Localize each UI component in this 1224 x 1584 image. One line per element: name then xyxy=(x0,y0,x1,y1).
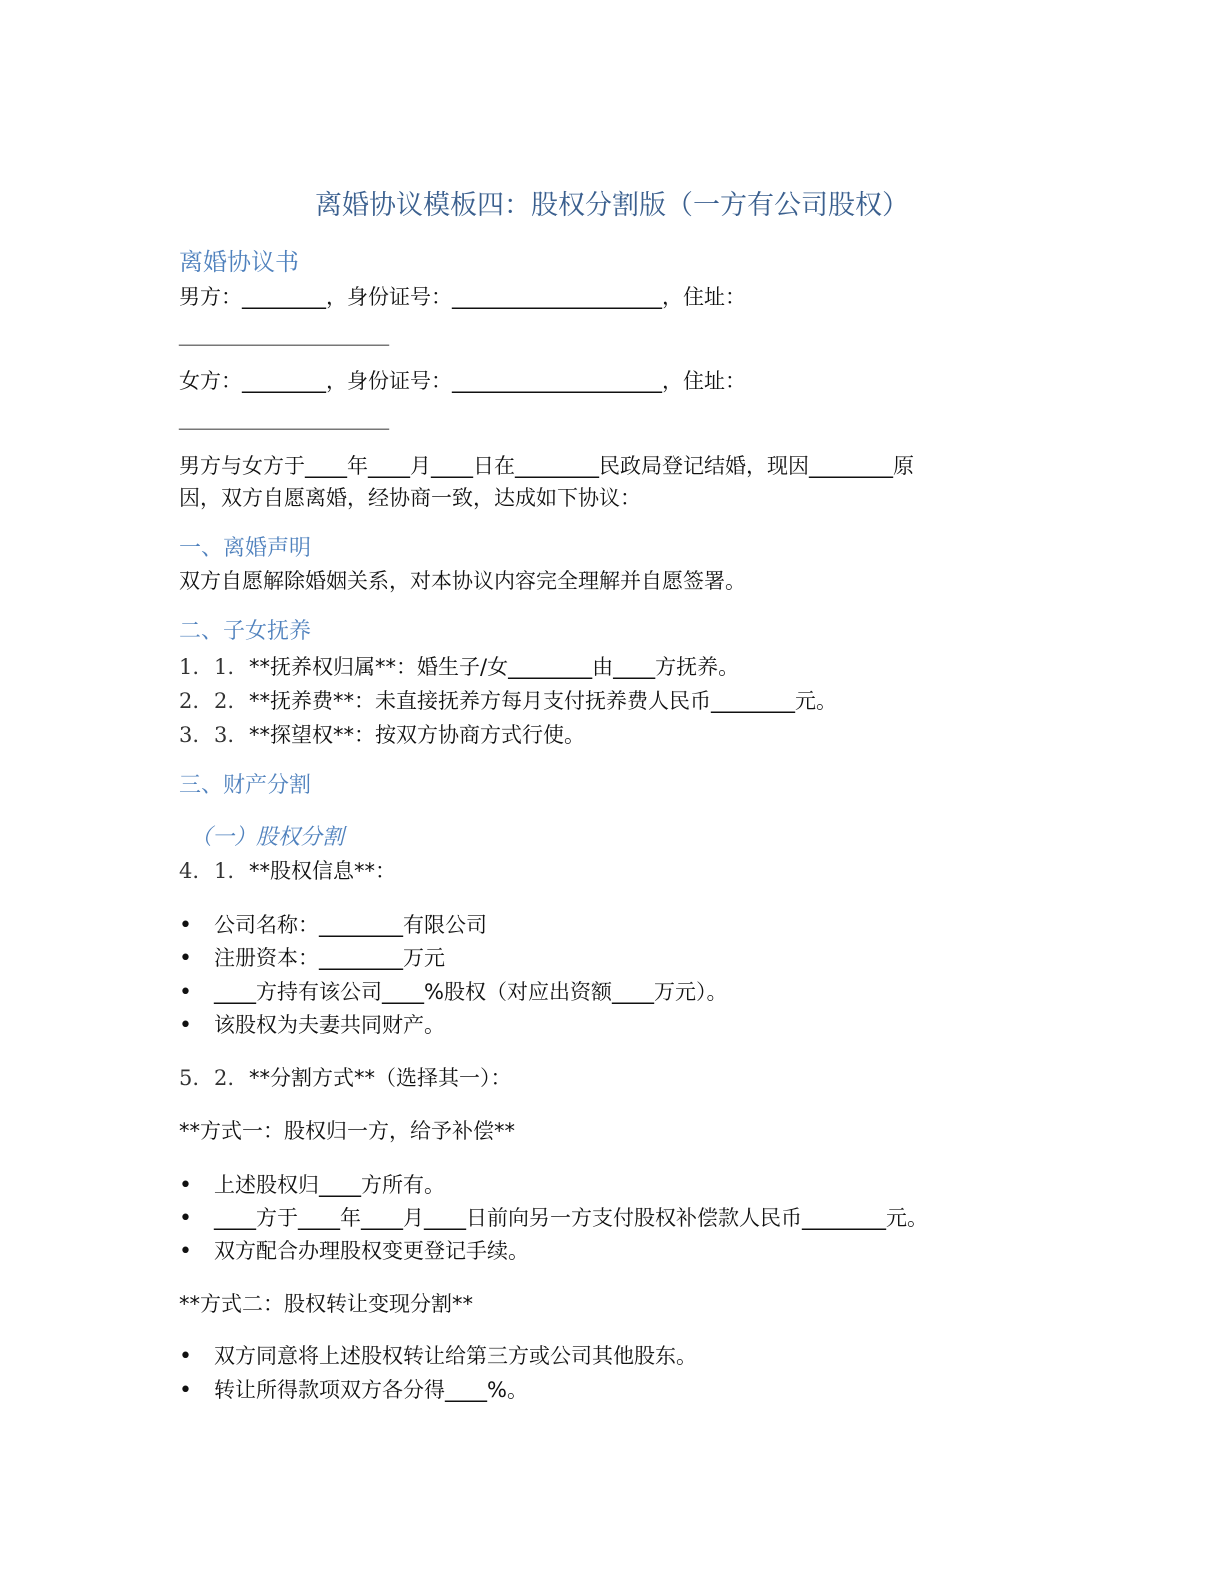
list-number: 4. xyxy=(179,859,200,883)
female-address-blank: ____________________ xyxy=(179,406,389,430)
bullet-item xyxy=(179,1237,529,1266)
document-title: 离婚协议模板四：股权分割版（一方有公司股权） xyxy=(315,190,909,221)
bullet-item xyxy=(179,1011,445,1040)
bullet-icon: • xyxy=(179,1239,192,1264)
female-party-line: 女方：________，身份证号：____________________，住址： xyxy=(179,369,746,393)
bullet-icon: • xyxy=(179,946,192,971)
list-number: 2. xyxy=(179,689,200,713)
section3-heading: 三、财产分割 xyxy=(179,773,312,798)
list-item xyxy=(179,653,739,681)
bullet-item xyxy=(179,978,727,1007)
bullet-text: ____方于____年____月____日前向另一方支付股权补偿款人民币________元。 xyxy=(214,1206,928,1230)
list-text: **股权信息**： xyxy=(249,859,396,883)
option1-title: **方式一：股权归一方，给予补偿** xyxy=(179,1119,515,1143)
list-number: 3. xyxy=(179,723,200,747)
bullet-icon: • xyxy=(179,913,192,938)
list-item xyxy=(179,721,585,749)
bullet-text: 双方同意将上述股权转让给第三方或公司其他股东。 xyxy=(214,1344,697,1368)
section1-text: 双方自愿解除婚姻关系，对本协议内容完全理解并自愿签署。 xyxy=(179,569,746,593)
list-subnumber: 2. xyxy=(214,689,235,713)
list-text: **抚养费**：未直接抚养方每月支付抚养费人民币________元。 xyxy=(249,689,837,713)
section2-heading: 二、子女抚养 xyxy=(179,619,312,644)
list-item xyxy=(179,857,396,885)
section1-heading: 一、离婚声明 xyxy=(179,536,312,561)
intro-line-2: 因，双方自愿离婚，经协商一致，达成如下协议： xyxy=(179,486,641,510)
bullet-item xyxy=(179,1171,445,1200)
doc-heading: 离婚协议书 xyxy=(179,248,299,276)
bullet-item xyxy=(179,1204,928,1233)
bullet-text: 公司名称：________有限公司 xyxy=(214,913,487,937)
bullet-item xyxy=(179,1342,697,1371)
list-subnumber: 1. xyxy=(214,655,235,679)
list-text: **探望权**：按双方协商方式行使。 xyxy=(249,723,585,747)
list-text: **抚养权归属**：婚生子/女________由____方抚养。 xyxy=(249,655,740,679)
list-number: 1. xyxy=(179,655,200,679)
bullet-text: 双方配合办理股权变更登记手续。 xyxy=(214,1239,529,1263)
bullet-item xyxy=(179,944,445,973)
section3-subheading: （一）股权分割 xyxy=(190,825,345,850)
intro-line-1: 男方与女方于____年____月____日在________民政局登记结婚，现因________原 xyxy=(179,454,914,478)
list-subnumber: 1. xyxy=(214,859,235,883)
bullet-text: ____方持有该公司____%股权（对应出资额____万元）。 xyxy=(214,980,728,1004)
bullet-icon: • xyxy=(179,1013,192,1038)
list-subnumber: 2. xyxy=(214,1066,235,1090)
bullet-icon: • xyxy=(179,1344,192,1369)
bullet-item xyxy=(179,911,487,940)
male-address-blank: ____________________ xyxy=(179,322,389,346)
bullet-icon: • xyxy=(179,1206,192,1231)
male-party-line: 男方：________，身份证号：____________________，住址： xyxy=(179,285,746,309)
list-text: **分割方式**（选择其一）： xyxy=(249,1066,512,1090)
bullet-item xyxy=(179,1376,528,1405)
list-number: 5. xyxy=(179,1066,200,1090)
bullet-text: 转让所得款项双方各分得____%。 xyxy=(214,1378,528,1402)
bullet-text: 注册资本：________万元 xyxy=(214,946,445,970)
bullet-text: 上述股权归____方所有。 xyxy=(214,1173,445,1197)
bullet-text: 该股权为夫妻共同财产。 xyxy=(214,1013,445,1037)
list-subnumber: 3. xyxy=(214,723,235,747)
list-item xyxy=(179,1064,512,1092)
bullet-icon: • xyxy=(179,980,192,1005)
option2-title: **方式二：股权转让变现分割** xyxy=(179,1292,473,1316)
bullet-icon: • xyxy=(179,1173,192,1198)
bullet-icon: • xyxy=(179,1378,192,1403)
list-item xyxy=(179,687,837,715)
